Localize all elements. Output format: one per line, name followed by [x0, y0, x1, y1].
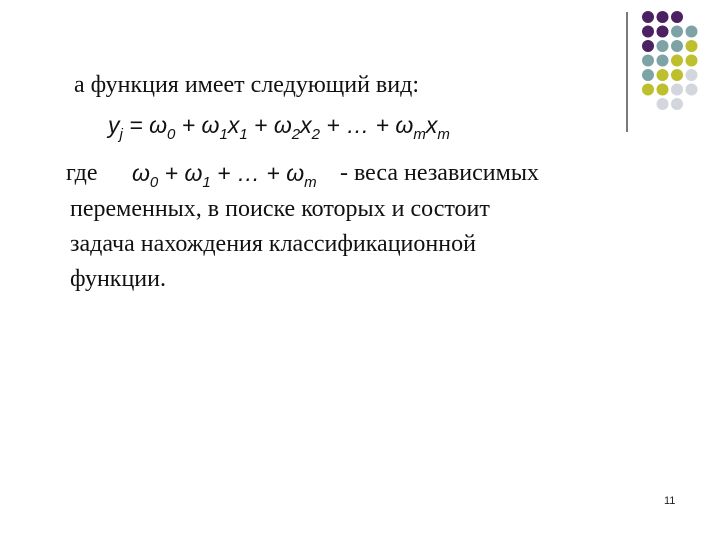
decor-dot	[671, 55, 683, 67]
decor-dot	[671, 11, 683, 23]
decor-dot	[686, 40, 698, 52]
decor-dot	[671, 26, 683, 38]
decor-dot	[671, 84, 683, 96]
weights-plus: +	[158, 160, 185, 186]
formula-plus-1: +	[175, 112, 202, 138]
decor-dot	[657, 69, 669, 81]
formula-xsub-2: 2	[311, 126, 320, 143]
weights-sub-1: 1	[202, 174, 211, 191]
formula-ellipsis: + … +	[319, 112, 396, 138]
decor-dot	[657, 98, 669, 110]
formula-omega-2: ω	[273, 112, 292, 138]
page-number: 11	[664, 495, 676, 507]
formula-x-m: x	[425, 112, 438, 138]
body-line-4: функции.	[70, 266, 166, 292]
decor-dot	[642, 69, 654, 81]
weights-omega-0: ω	[132, 160, 150, 186]
decor-dot	[642, 84, 654, 96]
weights-omega-1: ω	[184, 160, 203, 186]
body-line-3: задача нахождения классификационной	[70, 231, 476, 257]
body-line-2: переменных, в поиске которых и состоит	[70, 196, 490, 222]
decor-dot	[671, 69, 683, 81]
formula-x-2: x	[300, 112, 312, 138]
weights-formula	[132, 160, 317, 191]
main-formula	[108, 112, 450, 143]
formula-omega-0: ω	[149, 112, 167, 138]
decor-dot	[642, 40, 654, 52]
formula-x-1: x	[227, 112, 240, 138]
decor-dot	[686, 84, 698, 96]
formula-omega-m: ω	[395, 112, 414, 138]
weights-description: - веса независимых	[340, 160, 539, 186]
formula-equals: =	[122, 112, 150, 138]
formula-plus-2: +	[247, 112, 274, 138]
intro-text: а функция имеет следующий вид:	[74, 72, 419, 98]
decor-dot	[642, 26, 654, 38]
decor-dot	[642, 55, 654, 67]
formula-omega-1: ω	[201, 112, 220, 138]
formula-sub-m: m	[413, 126, 426, 143]
formula-xsub-1: 1	[239, 126, 248, 143]
decor-dot	[671, 40, 683, 52]
decor-dot	[657, 11, 669, 23]
decor-dot	[657, 40, 669, 52]
decor-dot	[642, 11, 654, 23]
formula-sub-0: 0	[166, 126, 176, 143]
formula-lhs-sub: j	[119, 126, 123, 143]
decor-dot	[657, 84, 669, 96]
where-label: где	[66, 160, 98, 186]
decor-dot	[686, 55, 698, 67]
decor-dot	[686, 69, 698, 81]
weights-sub-0: 0	[149, 174, 159, 191]
weights-omega-m: ω	[286, 160, 305, 186]
formula-sub-2: 2	[291, 126, 301, 143]
formula-sub-1: 1	[219, 126, 228, 143]
decor-dot	[657, 55, 669, 67]
formula-lhs: y	[108, 112, 120, 138]
decor-dot	[657, 26, 669, 38]
formula-xsub-m: m	[437, 126, 450, 143]
decor-dot	[671, 98, 683, 110]
weights-ellipsis: + … +	[210, 160, 287, 186]
decor-dot	[686, 26, 698, 38]
weights-sub-m: m	[304, 174, 317, 191]
